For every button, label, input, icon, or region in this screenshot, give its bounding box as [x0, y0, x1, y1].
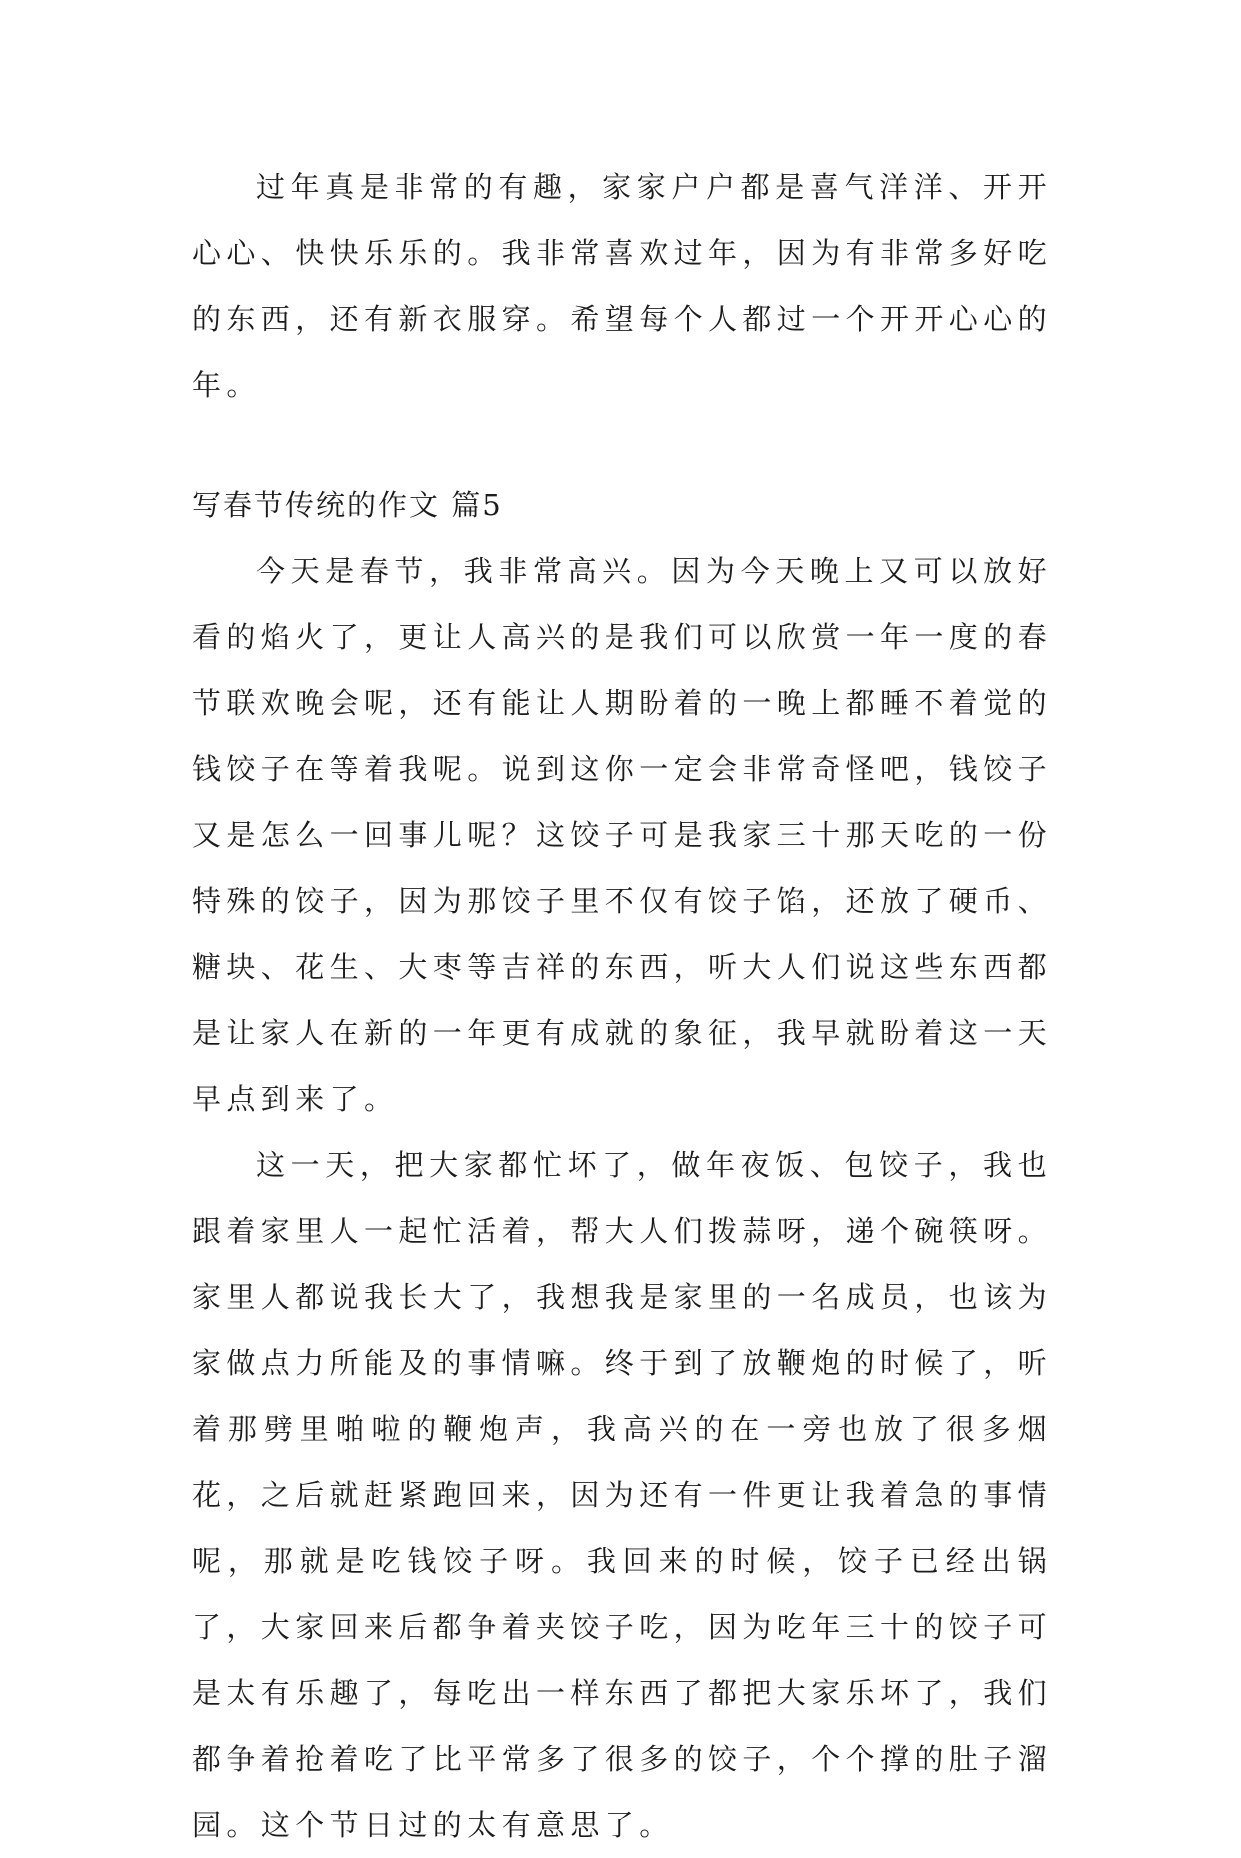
paragraph-section-1: 今天是春节，我非常高兴。因为今天晚上又可以放好看的焰火了，更让人高兴的是我们可以欣赏一年一度的春节联欢晚会呢，还有能让人期盼着的一晚上都睡不着觉的钱饺子在等着我呢。说到这你一定会非常奇怪吧，钱饺子又是怎么一回事儿呢？这饺子可是我家三十那天吃的一份特殊的饺子，因为那饺子里不仅有饺子馅，还放了硬币、糖块、花生、大枣等吉祥的东西，听大人们说这些东西都是让家人在新的一年更有成就的象征，我早就盼着这一天早点到来了。	[192, 554, 1053, 1116]
section-title: 写春节传统的作文 篇5	[192, 488, 503, 522]
paragraph-section-2: 这一天，把大家都忙坏了，做年夜饭、包饺子，我也跟着家里人一起忙活着，帮大人们拨蒜呀，递个碗筷呀。家里人都说我长大了，我想我是家里的一名成员，也该为家做点力所能及的事情嘛。终于到了放鞭炮的时候了，听着那劈里啪啦的鞭炮声，我高兴的在一旁也放了很多烟花，之后就赶紧跑回来，因为还有一件更让我着急的事情呢，那就是吃钱饺子呀。我回来的时候，饺子已经出锅了，大家回来后都争着夹饺子吃，因为吃年三十的饺子可是太有乐趣了，每吃出一样东西了都把大家乐坏了，我们都争着抢着吃了比平常多了很多的饺子，个个撑的肚子溜园。这个节日过的太有意思了。	[192, 1148, 1053, 1842]
document-body	[192, 154, 1052, 1858]
paragraph-intro: 过年真是非常的有趣，家家户户都是喜气洋洋、开开心心、快快乐乐的。我非常喜欢过年，因为有非常多好吃的东西，还有新衣服穿。希望每个人都过一个开开心心的年。	[192, 170, 1053, 402]
